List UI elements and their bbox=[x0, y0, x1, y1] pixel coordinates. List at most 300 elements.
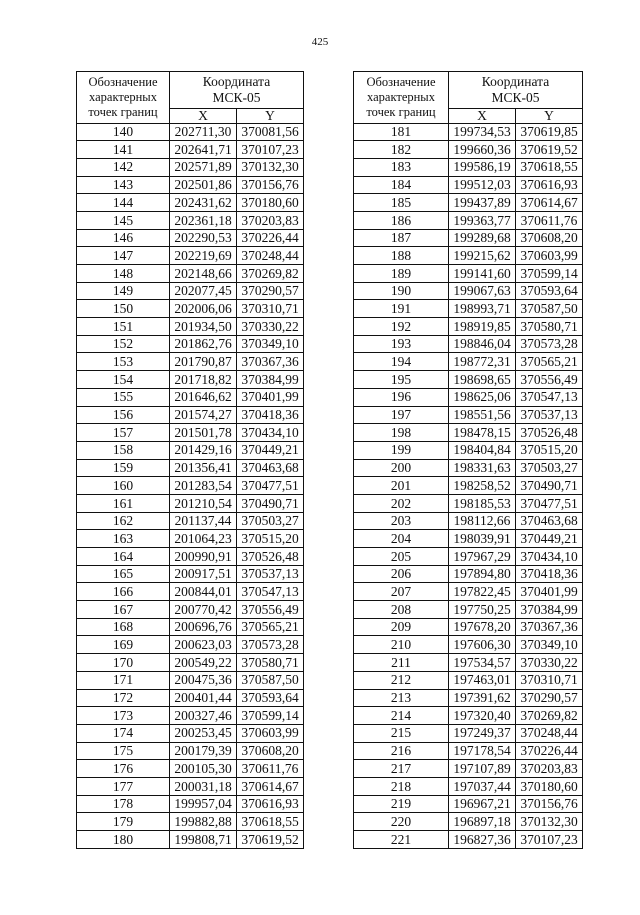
table-row bbox=[354, 353, 583, 371]
table-row bbox=[354, 689, 583, 707]
y-coordinate-cell: 370290,57 bbox=[516, 689, 583, 707]
x-coordinate-cell: 201210,54 bbox=[170, 494, 237, 512]
x-coordinate-cell: 201356,41 bbox=[170, 459, 237, 477]
table-row bbox=[354, 671, 583, 689]
point-id-cell: 186 bbox=[354, 211, 449, 229]
x-coordinate-cell: 200917,51 bbox=[170, 565, 237, 583]
x-coordinate-cell: 198993,71 bbox=[449, 300, 516, 318]
x-coordinate-cell: 198919,85 bbox=[449, 318, 516, 336]
table-row bbox=[354, 831, 583, 849]
point-id-cell: 219 bbox=[354, 795, 449, 813]
header-y: Y bbox=[516, 109, 583, 124]
header-point-designation: Обозначение характерных точек границ bbox=[354, 72, 449, 124]
x-coordinate-cell: 199882,88 bbox=[170, 813, 237, 831]
x-coordinate-cell: 198404,84 bbox=[449, 441, 516, 459]
table-row bbox=[354, 318, 583, 336]
page-number: 425 bbox=[311, 36, 329, 48]
x-coordinate-cell: 197822,45 bbox=[449, 583, 516, 601]
table-row bbox=[77, 265, 304, 283]
point-id-cell: 198 bbox=[354, 424, 449, 442]
x-coordinate-cell: 197178,54 bbox=[449, 742, 516, 760]
x-coordinate-cell: 201064,23 bbox=[170, 530, 237, 548]
y-coordinate-cell: 370515,20 bbox=[516, 441, 583, 459]
y-coordinate-cell: 370418,36 bbox=[237, 406, 304, 424]
table-row bbox=[354, 388, 583, 406]
x-coordinate-cell: 199512,03 bbox=[449, 176, 516, 194]
point-id-cell: 201 bbox=[354, 477, 449, 495]
y-coordinate-cell: 370384,99 bbox=[237, 371, 304, 389]
header-x: X bbox=[449, 109, 516, 124]
y-coordinate-cell: 370608,20 bbox=[516, 229, 583, 247]
x-coordinate-cell: 197320,40 bbox=[449, 707, 516, 725]
x-coordinate-cell: 202501,86 bbox=[170, 176, 237, 194]
x-coordinate-cell: 198698,65 bbox=[449, 371, 516, 389]
table-row bbox=[354, 618, 583, 636]
table-row bbox=[77, 300, 304, 318]
point-id-cell: 195 bbox=[354, 371, 449, 389]
point-id-cell: 143 bbox=[77, 176, 170, 194]
x-coordinate-cell: 199363,77 bbox=[449, 211, 516, 229]
table-row bbox=[77, 548, 304, 566]
point-id-cell: 211 bbox=[354, 654, 449, 672]
table-row bbox=[77, 406, 304, 424]
x-coordinate-cell: 198772,31 bbox=[449, 353, 516, 371]
y-coordinate-cell: 370248,44 bbox=[237, 247, 304, 265]
point-id-cell: 152 bbox=[77, 335, 170, 353]
point-id-cell: 207 bbox=[354, 583, 449, 601]
point-id-cell: 210 bbox=[354, 636, 449, 654]
table-row bbox=[354, 211, 583, 229]
table-row bbox=[77, 512, 304, 530]
y-coordinate-cell: 370603,99 bbox=[237, 724, 304, 742]
x-coordinate-cell: 197107,89 bbox=[449, 760, 516, 778]
table-row bbox=[77, 760, 304, 778]
y-coordinate-cell: 370608,20 bbox=[237, 742, 304, 760]
point-id-cell: 150 bbox=[77, 300, 170, 318]
point-id-cell: 168 bbox=[77, 618, 170, 636]
point-id-cell: 220 bbox=[354, 813, 449, 831]
y-coordinate-cell: 370401,99 bbox=[237, 388, 304, 406]
y-coordinate-cell: 370290,57 bbox=[237, 282, 304, 300]
point-id-cell: 202 bbox=[354, 494, 449, 512]
x-coordinate-cell: 200327,46 bbox=[170, 707, 237, 725]
point-id-cell: 180 bbox=[77, 831, 170, 849]
point-id-cell: 155 bbox=[77, 388, 170, 406]
point-id-cell: 218 bbox=[354, 777, 449, 795]
x-coordinate-cell: 202571,89 bbox=[170, 158, 237, 176]
point-id-cell: 214 bbox=[354, 707, 449, 725]
y-coordinate-cell: 370599,14 bbox=[237, 707, 304, 725]
x-coordinate-cell: 197606,30 bbox=[449, 636, 516, 654]
point-id-cell: 216 bbox=[354, 742, 449, 760]
table-row bbox=[354, 601, 583, 619]
y-coordinate-cell: 370616,93 bbox=[516, 176, 583, 194]
x-coordinate-cell: 201283,54 bbox=[170, 477, 237, 495]
x-coordinate-cell: 202641,71 bbox=[170, 141, 237, 159]
x-coordinate-cell: 199957,04 bbox=[170, 795, 237, 813]
y-coordinate-cell: 370180,60 bbox=[516, 777, 583, 795]
y-coordinate-cell: 370593,64 bbox=[516, 282, 583, 300]
point-id-cell: 156 bbox=[77, 406, 170, 424]
x-coordinate-cell: 198039,91 bbox=[449, 530, 516, 548]
y-coordinate-cell: 370526,48 bbox=[237, 548, 304, 566]
y-coordinate-cell: 370269,82 bbox=[237, 265, 304, 283]
table-row bbox=[354, 494, 583, 512]
x-coordinate-cell: 200401,44 bbox=[170, 689, 237, 707]
x-coordinate-cell: 200844,01 bbox=[170, 583, 237, 601]
point-id-cell: 178 bbox=[77, 795, 170, 813]
table-row bbox=[354, 247, 583, 265]
point-id-cell: 170 bbox=[77, 654, 170, 672]
table-row bbox=[77, 229, 304, 247]
coordinates-table-left bbox=[76, 71, 304, 849]
point-id-cell: 221 bbox=[354, 831, 449, 849]
x-coordinate-cell: 198551,56 bbox=[449, 406, 516, 424]
x-coordinate-cell: 196827,36 bbox=[449, 831, 516, 849]
y-coordinate-cell: 370367,36 bbox=[237, 353, 304, 371]
table-row bbox=[354, 724, 583, 742]
header-coordinate-system: Координата МСК-05 bbox=[449, 72, 583, 109]
y-coordinate-cell: 370477,51 bbox=[237, 477, 304, 495]
table-row bbox=[354, 265, 583, 283]
point-id-cell: 203 bbox=[354, 512, 449, 530]
x-coordinate-cell: 200990,91 bbox=[170, 548, 237, 566]
table-row bbox=[354, 406, 583, 424]
point-id-cell: 162 bbox=[77, 512, 170, 530]
y-coordinate-cell: 370618,55 bbox=[237, 813, 304, 831]
y-coordinate-cell: 370503,27 bbox=[237, 512, 304, 530]
table-row bbox=[77, 158, 304, 176]
point-id-cell: 158 bbox=[77, 441, 170, 459]
y-coordinate-cell: 370226,44 bbox=[237, 229, 304, 247]
table-row bbox=[77, 636, 304, 654]
y-coordinate-cell: 370132,30 bbox=[237, 158, 304, 176]
y-coordinate-cell: 370580,71 bbox=[237, 654, 304, 672]
y-coordinate-cell: 370418,36 bbox=[516, 565, 583, 583]
table-row bbox=[354, 300, 583, 318]
point-id-cell: 182 bbox=[354, 141, 449, 159]
x-coordinate-cell: 201429,16 bbox=[170, 441, 237, 459]
table-row bbox=[77, 318, 304, 336]
point-id-cell: 161 bbox=[77, 494, 170, 512]
y-coordinate-cell: 370526,48 bbox=[516, 424, 583, 442]
y-coordinate-cell: 370611,76 bbox=[237, 760, 304, 778]
table-row bbox=[77, 601, 304, 619]
table-row bbox=[77, 671, 304, 689]
point-id-cell: 187 bbox=[354, 229, 449, 247]
point-id-cell: 199 bbox=[354, 441, 449, 459]
table-row bbox=[77, 583, 304, 601]
y-coordinate-cell: 370618,55 bbox=[516, 158, 583, 176]
x-coordinate-cell: 201862,76 bbox=[170, 335, 237, 353]
table-row bbox=[77, 494, 304, 512]
x-coordinate-cell: 198185,53 bbox=[449, 494, 516, 512]
point-id-cell: 181 bbox=[354, 123, 449, 141]
coordinates-table-right bbox=[353, 71, 583, 849]
table-row bbox=[77, 194, 304, 212]
table-row bbox=[77, 441, 304, 459]
table-row bbox=[354, 565, 583, 583]
point-id-cell: 144 bbox=[77, 194, 170, 212]
y-coordinate-cell: 370556,49 bbox=[237, 601, 304, 619]
x-coordinate-cell: 197463,01 bbox=[449, 671, 516, 689]
x-coordinate-cell: 199141,60 bbox=[449, 265, 516, 283]
point-id-cell: 177 bbox=[77, 777, 170, 795]
table-row bbox=[77, 707, 304, 725]
y-coordinate-cell: 370367,36 bbox=[516, 618, 583, 636]
x-coordinate-cell: 199660,36 bbox=[449, 141, 516, 159]
x-coordinate-cell: 197894,80 bbox=[449, 565, 516, 583]
point-id-cell: 159 bbox=[77, 459, 170, 477]
y-coordinate-cell: 370619,85 bbox=[516, 123, 583, 141]
y-coordinate-cell: 370515,20 bbox=[237, 530, 304, 548]
x-coordinate-cell: 201137,44 bbox=[170, 512, 237, 530]
y-coordinate-cell: 370614,67 bbox=[237, 777, 304, 795]
point-id-cell: 190 bbox=[354, 282, 449, 300]
x-coordinate-cell: 198478,15 bbox=[449, 424, 516, 442]
table-row bbox=[77, 176, 304, 194]
table-row bbox=[354, 229, 583, 247]
point-id-cell: 212 bbox=[354, 671, 449, 689]
table-row bbox=[354, 424, 583, 442]
table-row bbox=[354, 813, 583, 831]
y-coordinate-cell: 370463,68 bbox=[516, 512, 583, 530]
y-coordinate-cell: 370619,52 bbox=[516, 141, 583, 159]
y-coordinate-cell: 370349,10 bbox=[237, 335, 304, 353]
y-coordinate-cell: 370573,28 bbox=[516, 335, 583, 353]
table-row bbox=[354, 158, 583, 176]
y-coordinate-cell: 370547,13 bbox=[237, 583, 304, 601]
point-id-cell: 188 bbox=[354, 247, 449, 265]
y-coordinate-cell: 370156,76 bbox=[516, 795, 583, 813]
x-coordinate-cell: 201934,50 bbox=[170, 318, 237, 336]
y-coordinate-cell: 370587,50 bbox=[237, 671, 304, 689]
table-row bbox=[354, 742, 583, 760]
x-coordinate-cell: 197037,44 bbox=[449, 777, 516, 795]
x-coordinate-cell: 200105,30 bbox=[170, 760, 237, 778]
table-row bbox=[354, 777, 583, 795]
y-coordinate-cell: 370156,76 bbox=[237, 176, 304, 194]
y-coordinate-cell: 370556,49 bbox=[516, 371, 583, 389]
x-coordinate-cell: 201646,62 bbox=[170, 388, 237, 406]
y-coordinate-cell: 370434,10 bbox=[237, 424, 304, 442]
y-coordinate-cell: 370503,27 bbox=[516, 459, 583, 477]
y-coordinate-cell: 370611,76 bbox=[516, 211, 583, 229]
y-coordinate-cell: 370384,99 bbox=[516, 601, 583, 619]
table-row bbox=[77, 530, 304, 548]
x-coordinate-cell: 201501,78 bbox=[170, 424, 237, 442]
y-coordinate-cell: 370537,13 bbox=[516, 406, 583, 424]
table-row bbox=[77, 353, 304, 371]
x-coordinate-cell: 202006,06 bbox=[170, 300, 237, 318]
y-coordinate-cell: 370107,23 bbox=[516, 831, 583, 849]
x-coordinate-cell: 199215,62 bbox=[449, 247, 516, 265]
table-row bbox=[77, 795, 304, 813]
x-coordinate-cell: 200623,03 bbox=[170, 636, 237, 654]
y-coordinate-cell: 370547,13 bbox=[516, 388, 583, 406]
y-coordinate-cell: 370330,22 bbox=[237, 318, 304, 336]
x-coordinate-cell: 200549,22 bbox=[170, 654, 237, 672]
x-coordinate-cell: 197249,37 bbox=[449, 724, 516, 742]
x-coordinate-cell: 201574,27 bbox=[170, 406, 237, 424]
point-id-cell: 171 bbox=[77, 671, 170, 689]
table-row bbox=[77, 831, 304, 849]
y-coordinate-cell: 370330,22 bbox=[516, 654, 583, 672]
point-id-cell: 200 bbox=[354, 459, 449, 477]
point-id-cell: 176 bbox=[77, 760, 170, 778]
y-coordinate-cell: 370349,10 bbox=[516, 636, 583, 654]
table-row bbox=[354, 371, 583, 389]
x-coordinate-cell: 198258,52 bbox=[449, 477, 516, 495]
y-coordinate-cell: 370107,23 bbox=[237, 141, 304, 159]
point-id-cell: 151 bbox=[77, 318, 170, 336]
y-coordinate-cell: 370081,56 bbox=[237, 123, 304, 141]
point-id-cell: 165 bbox=[77, 565, 170, 583]
x-coordinate-cell: 199808,71 bbox=[170, 831, 237, 849]
x-coordinate-cell: 202361,18 bbox=[170, 211, 237, 229]
point-id-cell: 183 bbox=[354, 158, 449, 176]
table-row bbox=[354, 459, 583, 477]
table-row bbox=[354, 548, 583, 566]
table-row bbox=[354, 176, 583, 194]
x-coordinate-cell: 198112,66 bbox=[449, 512, 516, 530]
table-row bbox=[77, 654, 304, 672]
x-coordinate-cell: 198625,06 bbox=[449, 388, 516, 406]
table-row bbox=[77, 247, 304, 265]
y-coordinate-cell: 370614,67 bbox=[516, 194, 583, 212]
point-id-cell: 192 bbox=[354, 318, 449, 336]
table-row bbox=[354, 441, 583, 459]
point-id-cell: 160 bbox=[77, 477, 170, 495]
y-coordinate-cell: 370616,93 bbox=[237, 795, 304, 813]
x-coordinate-cell: 199067,63 bbox=[449, 282, 516, 300]
table-row bbox=[354, 795, 583, 813]
point-id-cell: 147 bbox=[77, 247, 170, 265]
y-coordinate-cell: 370434,10 bbox=[516, 548, 583, 566]
point-id-cell: 141 bbox=[77, 141, 170, 159]
y-coordinate-cell: 370449,21 bbox=[516, 530, 583, 548]
x-coordinate-cell: 201718,82 bbox=[170, 371, 237, 389]
y-coordinate-cell: 370565,21 bbox=[237, 618, 304, 636]
point-id-cell: 213 bbox=[354, 689, 449, 707]
x-coordinate-cell: 199586,19 bbox=[449, 158, 516, 176]
point-id-cell: 157 bbox=[77, 424, 170, 442]
y-coordinate-cell: 370603,99 bbox=[516, 247, 583, 265]
y-coordinate-cell: 370248,44 bbox=[516, 724, 583, 742]
point-id-cell: 191 bbox=[354, 300, 449, 318]
point-id-cell: 153 bbox=[77, 353, 170, 371]
x-coordinate-cell: 199289,68 bbox=[449, 229, 516, 247]
x-coordinate-cell: 202290,53 bbox=[170, 229, 237, 247]
point-id-cell: 204 bbox=[354, 530, 449, 548]
table-row bbox=[354, 512, 583, 530]
table-row bbox=[77, 777, 304, 795]
x-coordinate-cell: 196967,21 bbox=[449, 795, 516, 813]
y-coordinate-cell: 370537,13 bbox=[237, 565, 304, 583]
y-coordinate-cell: 370310,71 bbox=[516, 671, 583, 689]
table-row bbox=[354, 477, 583, 495]
point-id-cell: 149 bbox=[77, 282, 170, 300]
point-id-cell: 169 bbox=[77, 636, 170, 654]
y-coordinate-cell: 370580,71 bbox=[516, 318, 583, 336]
x-coordinate-cell: 197534,57 bbox=[449, 654, 516, 672]
table-row bbox=[77, 424, 304, 442]
x-coordinate-cell: 202077,45 bbox=[170, 282, 237, 300]
x-coordinate-cell: 199437,89 bbox=[449, 194, 516, 212]
point-id-cell: 167 bbox=[77, 601, 170, 619]
table-row bbox=[354, 636, 583, 654]
table-row bbox=[354, 583, 583, 601]
x-coordinate-cell: 201790,87 bbox=[170, 353, 237, 371]
x-coordinate-cell: 197750,25 bbox=[449, 601, 516, 619]
point-id-cell: 175 bbox=[77, 742, 170, 760]
y-coordinate-cell: 370565,21 bbox=[516, 353, 583, 371]
x-coordinate-cell: 199734,53 bbox=[449, 123, 516, 141]
x-coordinate-cell: 200475,36 bbox=[170, 671, 237, 689]
table-row bbox=[77, 813, 304, 831]
header-point-designation: Обозначение характерных точек границ bbox=[77, 72, 170, 124]
point-id-cell: 164 bbox=[77, 548, 170, 566]
x-coordinate-cell: 200253,45 bbox=[170, 724, 237, 742]
y-coordinate-cell: 370203,83 bbox=[237, 211, 304, 229]
point-id-cell: 172 bbox=[77, 689, 170, 707]
point-id-cell: 142 bbox=[77, 158, 170, 176]
x-coordinate-cell: 200179,39 bbox=[170, 742, 237, 760]
point-id-cell: 174 bbox=[77, 724, 170, 742]
point-id-cell: 154 bbox=[77, 371, 170, 389]
table-row bbox=[77, 459, 304, 477]
table-row bbox=[354, 654, 583, 672]
x-coordinate-cell: 202148,66 bbox=[170, 265, 237, 283]
y-coordinate-cell: 370401,99 bbox=[516, 583, 583, 601]
x-coordinate-cell: 198846,04 bbox=[449, 335, 516, 353]
table-row bbox=[77, 211, 304, 229]
table-row bbox=[354, 141, 583, 159]
point-id-cell: 166 bbox=[77, 583, 170, 601]
table-row bbox=[354, 282, 583, 300]
point-id-cell: 184 bbox=[354, 176, 449, 194]
x-coordinate-cell: 202219,69 bbox=[170, 247, 237, 265]
y-coordinate-cell: 370449,21 bbox=[237, 441, 304, 459]
y-coordinate-cell: 370587,50 bbox=[516, 300, 583, 318]
point-id-cell: 193 bbox=[354, 335, 449, 353]
y-coordinate-cell: 370599,14 bbox=[516, 265, 583, 283]
header-coordinate-system: Координата МСК-05 bbox=[170, 72, 304, 109]
point-id-cell: 217 bbox=[354, 760, 449, 778]
table-row bbox=[354, 530, 583, 548]
table-row bbox=[77, 742, 304, 760]
point-id-cell: 197 bbox=[354, 406, 449, 424]
x-coordinate-cell: 197967,29 bbox=[449, 548, 516, 566]
table-row bbox=[77, 618, 304, 636]
table-row bbox=[77, 388, 304, 406]
x-coordinate-cell: 202431,62 bbox=[170, 194, 237, 212]
y-coordinate-cell: 370490,71 bbox=[237, 494, 304, 512]
y-coordinate-cell: 370573,28 bbox=[237, 636, 304, 654]
table-row bbox=[77, 724, 304, 742]
x-coordinate-cell: 197678,20 bbox=[449, 618, 516, 636]
table-row bbox=[77, 477, 304, 495]
table-row bbox=[354, 707, 583, 725]
y-coordinate-cell: 370490,71 bbox=[516, 477, 583, 495]
point-id-cell: 205 bbox=[354, 548, 449, 566]
point-id-cell: 208 bbox=[354, 601, 449, 619]
point-id-cell: 185 bbox=[354, 194, 449, 212]
point-id-cell: 215 bbox=[354, 724, 449, 742]
x-coordinate-cell: 200770,42 bbox=[170, 601, 237, 619]
y-coordinate-cell: 370477,51 bbox=[516, 494, 583, 512]
point-id-cell: 179 bbox=[77, 813, 170, 831]
